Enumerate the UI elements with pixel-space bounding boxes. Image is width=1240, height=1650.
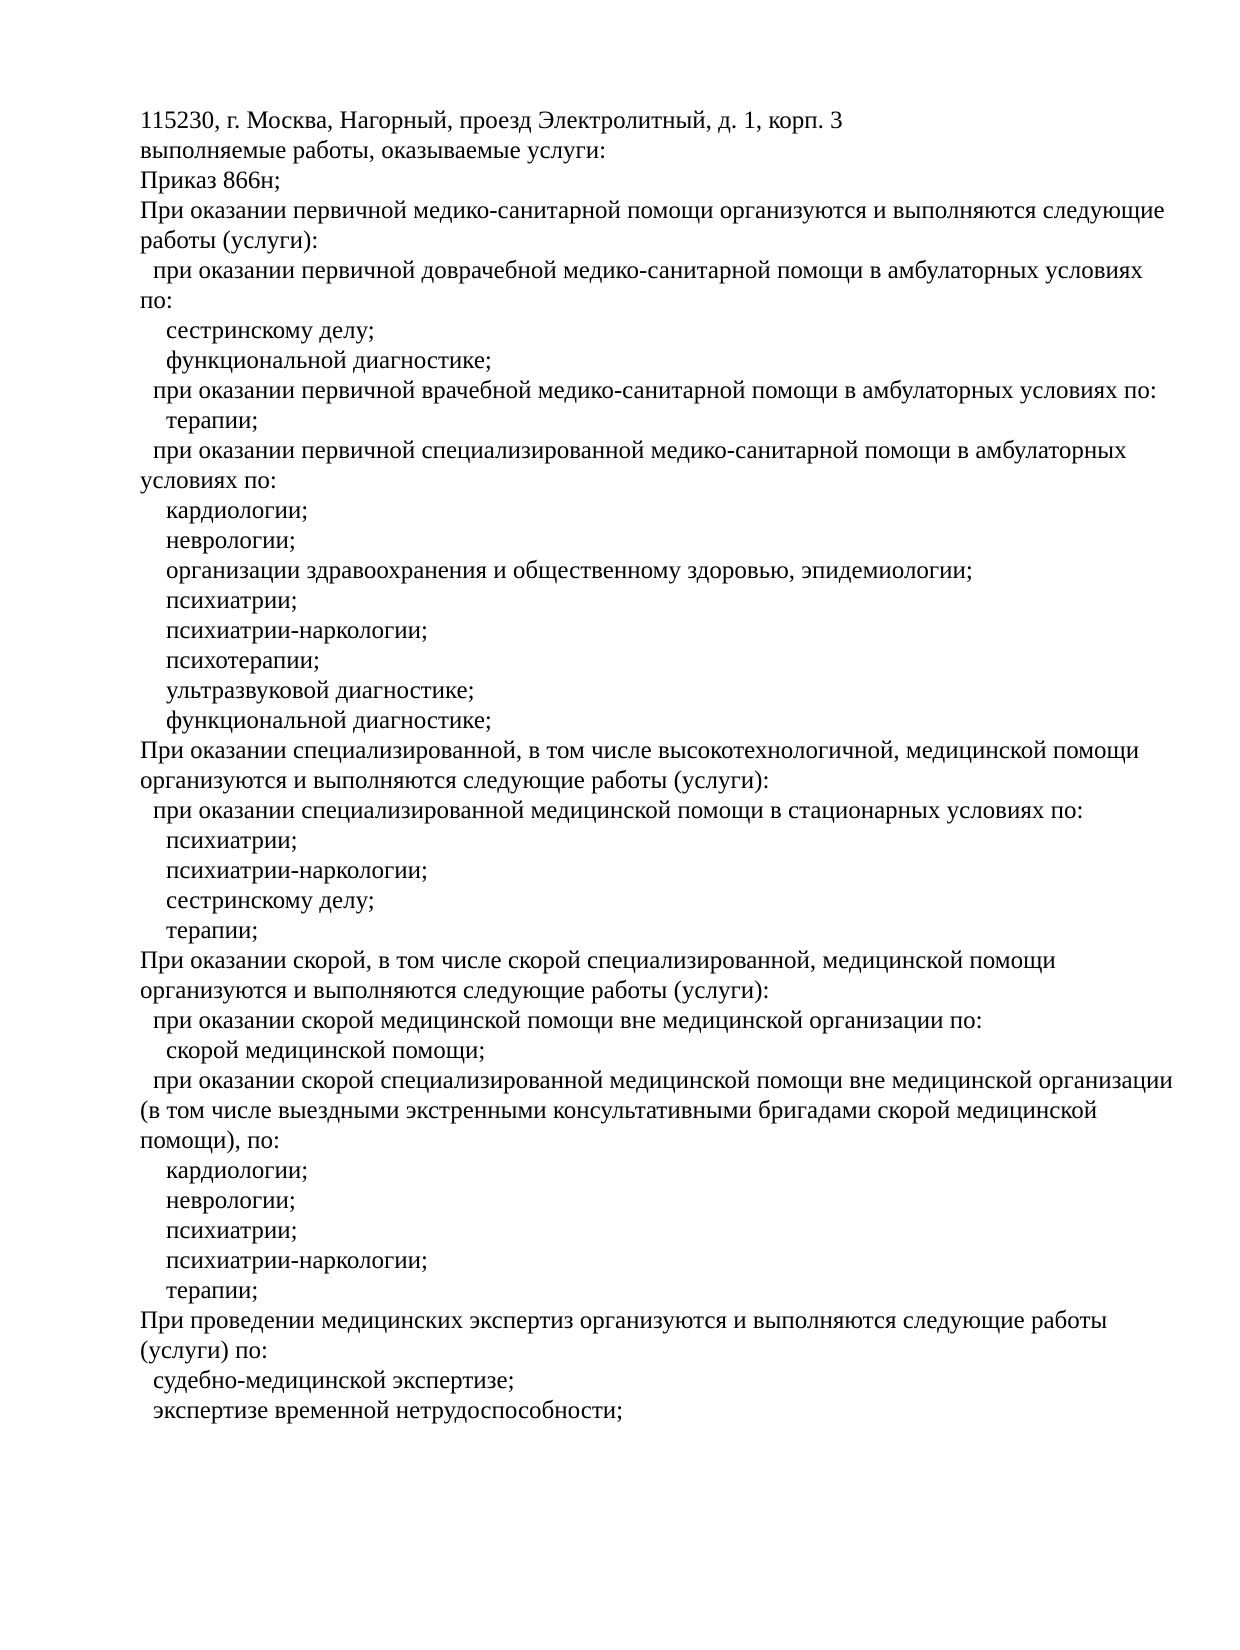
- text-line: при оказании скорой медицинской помощи вне медицинской организации по:: [153, 1007, 983, 1034]
- text-line: кардиологии;: [166, 1157, 309, 1184]
- text-line: при оказании первичной врачебной медико-санитарной помощи в амбулаторных условиях по:: [153, 377, 1157, 404]
- text-line: экспертизе временной нетрудоспособности;: [153, 1397, 624, 1424]
- text-line: терапии;: [166, 407, 259, 434]
- text-line: помощи), по:: [140, 1127, 281, 1154]
- text-line: судебно-медицинской экспертизе;: [153, 1367, 515, 1394]
- text-line: неврологии;: [166, 1187, 296, 1214]
- text-line: организуются и выполняются следующие работы (услуги):: [140, 767, 770, 794]
- text-line: При оказании первичной медико-санитарной помощи организуются и выполняются следующие: [140, 197, 1165, 224]
- text-line: При оказании специализированной, в том числе высокотехнологичной, медицинской помощи: [140, 737, 1140, 764]
- text-line: психиатрии;: [166, 587, 298, 614]
- document-text-block: [140, 106, 1200, 1426]
- text-line: условиях по:: [140, 467, 277, 494]
- text-line: кардиологии;: [166, 497, 309, 524]
- text-line: психиатрии-наркологии;: [166, 1247, 428, 1274]
- text-line: При оказании скорой, в том числе скорой специализированной, медицинской помощи: [140, 947, 1056, 974]
- text-line: при оказании специализированной медицинской помощи в стационарных условиях по:: [153, 797, 1084, 824]
- text-line: терапии;: [166, 1277, 259, 1304]
- text-line: организуются и выполняются следующие работы (услуги):: [140, 977, 770, 1004]
- text-line: при оказании первичной специализированной медико-санитарной помощи в амбулаторных: [153, 437, 1127, 464]
- text-line: Приказ 866н;: [140, 167, 281, 194]
- text-line: неврологии;: [166, 527, 296, 554]
- text-line: сестринскому делу;: [166, 317, 375, 344]
- text-line: при оказании первичной доврачебной медико-санитарной помощи в амбулаторных условиях: [153, 257, 1143, 284]
- text-line: 115230, г. Москва, Нагорный, проезд Электролитный, д. 1, корп. 3: [140, 107, 843, 134]
- text-line: психиатрии-наркологии;: [166, 617, 428, 644]
- text-line: (услуги) по:: [140, 1337, 268, 1364]
- text-line: скорой медицинской помощи;: [166, 1037, 486, 1064]
- text-line: психиатрии;: [166, 827, 298, 854]
- text-line: При проведении медицинских экспертиз организуются и выполняются следующие работы: [140, 1307, 1108, 1334]
- text-line: ультразвуковой диагностике;: [166, 677, 475, 704]
- text-line: по:: [140, 287, 173, 314]
- text-line: организации здравоохранения и общественному здоровью, эпидемиологии;: [166, 557, 973, 584]
- text-line: сестринскому делу;: [166, 887, 375, 914]
- text-line: функциональной диагностике;: [166, 707, 492, 734]
- text-line: функциональной диагностике;: [166, 347, 492, 374]
- text-line: выполняемые работы, оказываемые услуги:: [140, 137, 607, 164]
- text-line: работы (услуги):: [140, 227, 319, 254]
- text-line: психотерапии;: [166, 647, 320, 674]
- text-line: терапии;: [166, 917, 259, 944]
- text-line: психиатрии;: [166, 1217, 298, 1244]
- text-line: при оказании скорой специализированной медицинской помощи вне медицинской организации: [153, 1067, 1173, 1094]
- text-line: психиатрии-наркологии;: [166, 857, 428, 884]
- text-line: (в том числе выездными экстренными консультативными бригадами скорой медицинской: [140, 1097, 1098, 1124]
